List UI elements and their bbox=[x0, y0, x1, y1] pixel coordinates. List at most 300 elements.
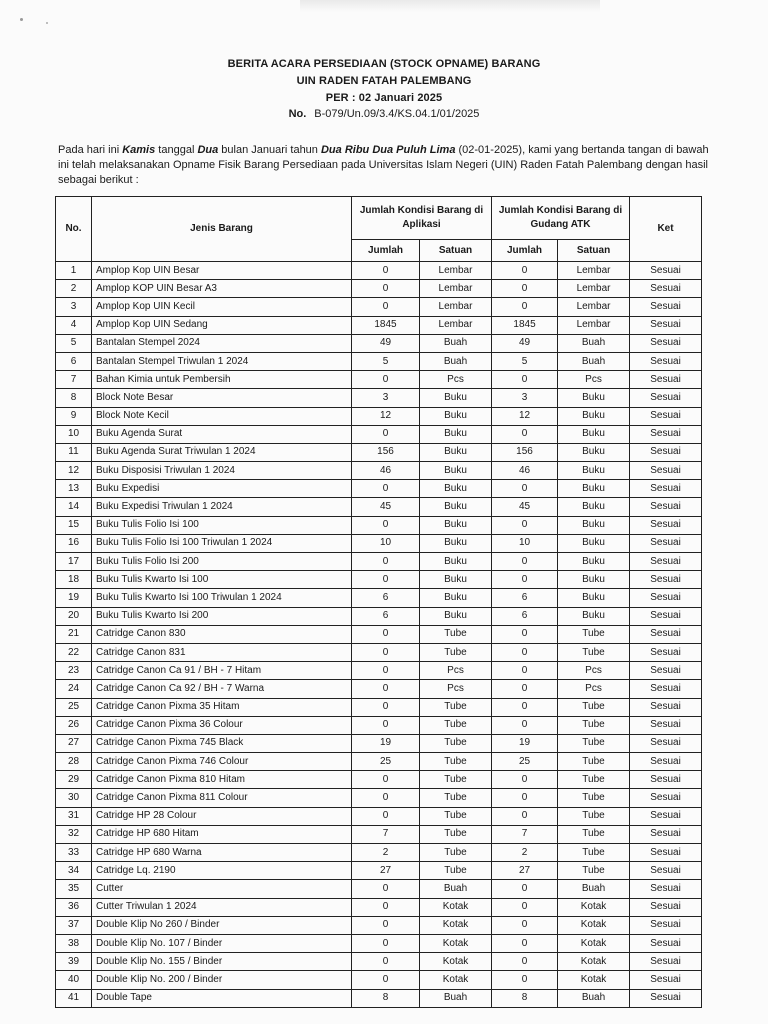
cell-no: 22 bbox=[56, 643, 92, 661]
cell-app-unit: Buku bbox=[420, 462, 492, 480]
cell-warehouse-qty: 6 bbox=[492, 589, 558, 607]
cell-warehouse-qty: 0 bbox=[492, 298, 558, 316]
cell-no: 39 bbox=[56, 953, 92, 971]
table-row bbox=[56, 971, 702, 989]
header-app-group: Jumlah Kondisi Barang di Aplikasi bbox=[352, 197, 492, 240]
cell-no: 35 bbox=[56, 880, 92, 898]
cell-app-qty: 0 bbox=[352, 280, 420, 298]
cell-app-unit: Tube bbox=[420, 625, 492, 643]
intro-paragraph bbox=[58, 143, 718, 188]
intro-day: Kamis bbox=[122, 144, 156, 156]
cell-no: 23 bbox=[56, 662, 92, 680]
table-row bbox=[56, 680, 702, 698]
cell-warehouse-qty: 0 bbox=[492, 680, 558, 698]
cell-app-unit: Tube bbox=[420, 825, 492, 843]
table-row bbox=[56, 880, 702, 898]
cell-app-unit: Kotak bbox=[420, 953, 492, 971]
institution-name: UIN RADEN FATAH PALEMBANG bbox=[296, 75, 472, 87]
cell-warehouse-qty: 3 bbox=[492, 389, 558, 407]
cell-no: 40 bbox=[56, 971, 92, 989]
cell-warehouse-qty: 0 bbox=[492, 480, 558, 498]
cell-no: 4 bbox=[56, 316, 92, 334]
cell-warehouse-qty: 10 bbox=[492, 534, 558, 552]
cell-app-qty: 0 bbox=[352, 262, 420, 280]
table-row bbox=[56, 643, 702, 661]
cell-item: Double Klip No. 155 / Binder bbox=[92, 953, 352, 971]
cell-no: 13 bbox=[56, 480, 92, 498]
table-row bbox=[56, 771, 702, 789]
cell-app-qty: 25 bbox=[352, 753, 420, 771]
cell-app-unit: Lembar bbox=[420, 316, 492, 334]
cell-warehouse-qty: 0 bbox=[492, 880, 558, 898]
cell-no: 24 bbox=[56, 680, 92, 698]
cell-warehouse-qty: 156 bbox=[492, 443, 558, 461]
cell-item: Buku Expedisi Triwulan 1 2024 bbox=[92, 498, 352, 516]
cell-warehouse-unit: Buku bbox=[558, 407, 630, 425]
cell-warehouse-unit: Buku bbox=[558, 498, 630, 516]
table-row bbox=[56, 443, 702, 461]
cell-ket: Sesuai bbox=[630, 352, 702, 370]
table-row bbox=[56, 480, 702, 498]
cell-warehouse-unit: Buku bbox=[558, 462, 630, 480]
scan-speck bbox=[46, 22, 48, 24]
cell-item: Bantalan Stempel Triwulan 1 2024 bbox=[92, 352, 352, 370]
table-row bbox=[56, 371, 702, 389]
cell-warehouse-unit: Tube bbox=[558, 625, 630, 643]
cell-app-qty: 0 bbox=[352, 698, 420, 716]
cell-app-unit: Buku bbox=[420, 516, 492, 534]
table-row bbox=[56, 662, 702, 680]
cell-warehouse-unit: Tube bbox=[558, 753, 630, 771]
cell-warehouse-qty: 0 bbox=[492, 516, 558, 534]
cell-no: 8 bbox=[56, 389, 92, 407]
cell-app-qty: 0 bbox=[352, 916, 420, 934]
cell-app-unit: Lembar bbox=[420, 298, 492, 316]
cell-warehouse-unit: Tube bbox=[558, 825, 630, 843]
table-row bbox=[56, 844, 702, 862]
table-header-row bbox=[56, 197, 702, 240]
cell-warehouse-unit: Buku bbox=[558, 607, 630, 625]
cell-warehouse-qty: 0 bbox=[492, 953, 558, 971]
cell-no: 5 bbox=[56, 334, 92, 352]
table-row bbox=[56, 534, 702, 552]
table-row bbox=[56, 825, 702, 843]
cell-app-qty: 0 bbox=[352, 516, 420, 534]
stock-table bbox=[55, 196, 702, 1008]
cell-item: Double Tape bbox=[92, 989, 352, 1007]
cell-app-unit: Buku bbox=[420, 407, 492, 425]
cell-ket: Sesuai bbox=[630, 443, 702, 461]
cell-item: Catridge Canon Pixma 35 Hitam bbox=[92, 698, 352, 716]
cell-ket: Sesuai bbox=[630, 934, 702, 952]
cell-ket: Sesuai bbox=[630, 862, 702, 880]
cell-item: Buku Tulis Kwarto Isi 200 bbox=[92, 607, 352, 625]
cell-app-unit: Lembar bbox=[420, 280, 492, 298]
cell-app-qty: 0 bbox=[352, 643, 420, 661]
cell-no: 34 bbox=[56, 862, 92, 880]
cell-no: 7 bbox=[56, 371, 92, 389]
cell-no: 2 bbox=[56, 280, 92, 298]
cell-no: 25 bbox=[56, 698, 92, 716]
cell-item: Catridge Canon 830 bbox=[92, 625, 352, 643]
intro-text: tanggal bbox=[155, 144, 198, 156]
cell-app-unit: Buku bbox=[420, 607, 492, 625]
cell-item: Amplop KOP UIN Besar A3 bbox=[92, 280, 352, 298]
cell-warehouse-qty: 0 bbox=[492, 571, 558, 589]
table-row bbox=[56, 607, 702, 625]
cell-app-qty: 0 bbox=[352, 571, 420, 589]
table-row bbox=[56, 553, 702, 571]
cell-app-qty: 2 bbox=[352, 844, 420, 862]
cell-app-qty: 0 bbox=[352, 953, 420, 971]
scan-speck bbox=[20, 18, 23, 21]
table-row bbox=[56, 753, 702, 771]
cell-warehouse-qty: 45 bbox=[492, 498, 558, 516]
cell-ket: Sesuai bbox=[630, 753, 702, 771]
cell-warehouse-unit: Tube bbox=[558, 862, 630, 880]
cell-app-unit: Kotak bbox=[420, 971, 492, 989]
cell-ket: Sesuai bbox=[630, 989, 702, 1007]
cell-ket: Sesuai bbox=[630, 316, 702, 334]
cell-no: 11 bbox=[56, 443, 92, 461]
cell-no: 27 bbox=[56, 734, 92, 752]
intro-text: Pada hari ini bbox=[58, 144, 123, 156]
document-number bbox=[0, 107, 768, 122]
cell-warehouse-qty: 0 bbox=[492, 916, 558, 934]
cell-app-unit: Tube bbox=[420, 734, 492, 752]
cell-item: Double Klip No. 107 / Binder bbox=[92, 934, 352, 952]
cell-app-qty: 0 bbox=[352, 662, 420, 680]
cell-ket: Sesuai bbox=[630, 971, 702, 989]
cell-warehouse-qty: 0 bbox=[492, 698, 558, 716]
cell-warehouse-qty: 0 bbox=[492, 553, 558, 571]
cell-item: Catridge Canon Pixma 746 Colour bbox=[92, 753, 352, 771]
cell-warehouse-unit: Buah bbox=[558, 352, 630, 370]
cell-app-unit: Pcs bbox=[420, 371, 492, 389]
cell-app-qty: 0 bbox=[352, 898, 420, 916]
table-row bbox=[56, 298, 702, 316]
cell-ket: Sesuai bbox=[630, 880, 702, 898]
header-warehouse-qty: Jumlah bbox=[492, 240, 558, 262]
cell-app-qty: 156 bbox=[352, 443, 420, 461]
cell-warehouse-qty: 19 bbox=[492, 734, 558, 752]
cell-item: Catridge Canon Ca 92 / BH - 7 Warna bbox=[92, 680, 352, 698]
cell-warehouse-qty: 6 bbox=[492, 607, 558, 625]
intro-text: bulan Januari tahun bbox=[218, 144, 321, 156]
table-row bbox=[56, 425, 702, 443]
cell-warehouse-qty: 1845 bbox=[492, 316, 558, 334]
cell-app-qty: 0 bbox=[352, 553, 420, 571]
cell-no: 14 bbox=[56, 498, 92, 516]
cell-ket: Sesuai bbox=[630, 371, 702, 389]
cell-no: 1 bbox=[56, 262, 92, 280]
cell-warehouse-unit: Buku bbox=[558, 480, 630, 498]
cell-item: Double Klip No. 200 / Binder bbox=[92, 971, 352, 989]
cell-app-unit: Buah bbox=[420, 880, 492, 898]
cell-no: 41 bbox=[56, 989, 92, 1007]
cell-no: 21 bbox=[56, 625, 92, 643]
cell-app-qty: 5 bbox=[352, 352, 420, 370]
cell-ket: Sesuai bbox=[630, 571, 702, 589]
cell-warehouse-qty: 0 bbox=[492, 934, 558, 952]
intro-text: (02-01-2025), kami yang bertanda tangan di bawah ini telah melaksanakan Opname Fisik Barang Persediaan pada Universitas Islam Negeri (UIN) Raden Fatah Palembang dengan hasil sebagai berikut : bbox=[58, 144, 709, 186]
cell-app-qty: 49 bbox=[352, 334, 420, 352]
table-row bbox=[56, 989, 702, 1007]
cell-app-unit: Tube bbox=[420, 643, 492, 661]
cell-no: 17 bbox=[56, 553, 92, 571]
cell-ket: Sesuai bbox=[630, 262, 702, 280]
cell-item: Block Note Besar bbox=[92, 389, 352, 407]
cell-warehouse-unit: Buku bbox=[558, 589, 630, 607]
cell-app-unit: Tube bbox=[420, 698, 492, 716]
cell-no: 28 bbox=[56, 753, 92, 771]
cell-no: 26 bbox=[56, 716, 92, 734]
table-row bbox=[56, 916, 702, 934]
header-app-qty: Jumlah bbox=[352, 240, 420, 262]
table-row bbox=[56, 716, 702, 734]
cell-item: Catridge Canon Pixma 745 Black bbox=[92, 734, 352, 752]
cell-app-unit: Buku bbox=[420, 389, 492, 407]
table-row bbox=[56, 571, 702, 589]
cell-no: 10 bbox=[56, 425, 92, 443]
cell-warehouse-qty: 27 bbox=[492, 862, 558, 880]
table-row bbox=[56, 934, 702, 952]
cell-app-unit: Tube bbox=[420, 862, 492, 880]
cell-app-unit: Buku bbox=[420, 443, 492, 461]
table-row bbox=[56, 898, 702, 916]
cell-ket: Sesuai bbox=[630, 662, 702, 680]
cell-ket: Sesuai bbox=[630, 462, 702, 480]
cell-item: Catridge Canon 831 bbox=[92, 643, 352, 661]
cell-item: Catridge HP 680 Warna bbox=[92, 844, 352, 862]
cell-item: Catridge Canon Pixma 811 Colour bbox=[92, 789, 352, 807]
cell-no: 3 bbox=[56, 298, 92, 316]
cell-app-unit: Buku bbox=[420, 480, 492, 498]
cell-ket: Sesuai bbox=[630, 680, 702, 698]
cell-app-qty: 45 bbox=[352, 498, 420, 516]
cell-warehouse-unit: Tube bbox=[558, 789, 630, 807]
table-row bbox=[56, 407, 702, 425]
cell-warehouse-qty: 0 bbox=[492, 262, 558, 280]
cell-app-unit: Kotak bbox=[420, 916, 492, 934]
cell-item: Buku Tulis Folio Isi 100 Triwulan 1 2024 bbox=[92, 534, 352, 552]
cell-app-qty: 10 bbox=[352, 534, 420, 552]
header-no: No. bbox=[56, 197, 92, 262]
cell-warehouse-unit: Kotak bbox=[558, 898, 630, 916]
cell-warehouse-unit: Lembar bbox=[558, 262, 630, 280]
cell-app-qty: 0 bbox=[352, 680, 420, 698]
cell-warehouse-qty: 0 bbox=[492, 280, 558, 298]
cell-ket: Sesuai bbox=[630, 716, 702, 734]
cell-warehouse-unit: Tube bbox=[558, 844, 630, 862]
cell-no: 30 bbox=[56, 789, 92, 807]
cell-ket: Sesuai bbox=[630, 334, 702, 352]
cell-no: 31 bbox=[56, 807, 92, 825]
table-row bbox=[56, 462, 702, 480]
cell-warehouse-unit: Buku bbox=[558, 443, 630, 461]
cell-ket: Sesuai bbox=[630, 953, 702, 971]
cell-no: 6 bbox=[56, 352, 92, 370]
cell-warehouse-unit: Lembar bbox=[558, 280, 630, 298]
header-item: Jenis Barang bbox=[92, 197, 352, 262]
cell-ket: Sesuai bbox=[630, 607, 702, 625]
cell-item: Cutter bbox=[92, 880, 352, 898]
document-number-label: No. bbox=[288, 108, 307, 120]
cell-ket: Sesuai bbox=[630, 298, 702, 316]
cell-no: 37 bbox=[56, 916, 92, 934]
cell-no: 29 bbox=[56, 771, 92, 789]
cell-warehouse-qty: 0 bbox=[492, 971, 558, 989]
cell-ket: Sesuai bbox=[630, 771, 702, 789]
cell-item: Bahan Kimia untuk Pembersih bbox=[92, 371, 352, 389]
cell-app-qty: 8 bbox=[352, 989, 420, 1007]
cell-warehouse-unit: Tube bbox=[558, 771, 630, 789]
cell-item: Double Klip No 260 / Binder bbox=[92, 916, 352, 934]
cell-warehouse-qty: 0 bbox=[492, 425, 558, 443]
cell-ket: Sesuai bbox=[630, 425, 702, 443]
cell-app-unit: Buku bbox=[420, 534, 492, 552]
cell-app-qty: 6 bbox=[352, 589, 420, 607]
cell-app-qty: 0 bbox=[352, 716, 420, 734]
cell-app-unit: Tube bbox=[420, 789, 492, 807]
cell-no: 15 bbox=[56, 516, 92, 534]
cell-item: Cutter Triwulan 1 2024 bbox=[92, 898, 352, 916]
cell-app-unit: Tube bbox=[420, 716, 492, 734]
document-number-value: B-079/Un.09/3.4/KS.04.1/01/2025 bbox=[314, 108, 480, 120]
cell-ket: Sesuai bbox=[630, 589, 702, 607]
table-row bbox=[56, 953, 702, 971]
table-row bbox=[56, 516, 702, 534]
cell-app-unit: Kotak bbox=[420, 934, 492, 952]
cell-app-qty: 19 bbox=[352, 734, 420, 752]
cell-app-qty: 0 bbox=[352, 771, 420, 789]
cell-ket: Sesuai bbox=[630, 698, 702, 716]
cell-item: Buku Tulis Folio Isi 100 bbox=[92, 516, 352, 534]
cell-warehouse-unit: Tube bbox=[558, 734, 630, 752]
cell-app-unit: Buah bbox=[420, 352, 492, 370]
cell-app-qty: 7 bbox=[352, 825, 420, 843]
cell-warehouse-qty: 0 bbox=[492, 898, 558, 916]
cell-ket: Sesuai bbox=[630, 643, 702, 661]
cell-app-qty: 0 bbox=[352, 971, 420, 989]
cell-warehouse-qty: 0 bbox=[492, 625, 558, 643]
header-app-unit: Satuan bbox=[420, 240, 492, 262]
cell-ket: Sesuai bbox=[630, 553, 702, 571]
cell-app-unit: Buku bbox=[420, 498, 492, 516]
report-date: PER : 02 Januari 2025 bbox=[325, 92, 443, 104]
cell-warehouse-unit: Buku bbox=[558, 553, 630, 571]
cell-item: Amplop Kop UIN Kecil bbox=[92, 298, 352, 316]
cell-item: Catridge HP 28 Colour bbox=[92, 807, 352, 825]
table-row bbox=[56, 789, 702, 807]
cell-app-unit: Buku bbox=[420, 425, 492, 443]
header-warehouse-group: Jumlah Kondisi Barang di Gudang ATK bbox=[492, 197, 630, 240]
cell-warehouse-unit: Buku bbox=[558, 389, 630, 407]
cell-ket: Sesuai bbox=[630, 389, 702, 407]
cell-ket: Sesuai bbox=[630, 844, 702, 862]
cell-no: 38 bbox=[56, 934, 92, 952]
scan-shadow bbox=[300, 0, 600, 12]
cell-ket: Sesuai bbox=[630, 480, 702, 498]
cell-item: Buku Disposisi Triwulan 1 2024 bbox=[92, 462, 352, 480]
cell-warehouse-unit: Kotak bbox=[558, 953, 630, 971]
cell-item: Amplop Kop UIN Sedang bbox=[92, 316, 352, 334]
cell-app-unit: Buah bbox=[420, 334, 492, 352]
cell-warehouse-unit: Pcs bbox=[558, 680, 630, 698]
cell-app-qty: 0 bbox=[352, 625, 420, 643]
cell-warehouse-qty: 0 bbox=[492, 789, 558, 807]
cell-warehouse-unit: Buku bbox=[558, 571, 630, 589]
cell-app-qty: 0 bbox=[352, 934, 420, 952]
cell-ket: Sesuai bbox=[630, 498, 702, 516]
table-row bbox=[56, 625, 702, 643]
document-header bbox=[0, 56, 768, 122]
cell-item: Catridge Canon Ca 91 / BH - 7 Hitam bbox=[92, 662, 352, 680]
cell-ket: Sesuai bbox=[630, 789, 702, 807]
cell-ket: Sesuai bbox=[630, 916, 702, 934]
cell-warehouse-unit: Buku bbox=[558, 516, 630, 534]
cell-warehouse-qty: 46 bbox=[492, 462, 558, 480]
cell-app-unit: Tube bbox=[420, 771, 492, 789]
cell-item: Block Note Kecil bbox=[92, 407, 352, 425]
cell-warehouse-qty: 0 bbox=[492, 807, 558, 825]
cell-warehouse-qty: 0 bbox=[492, 662, 558, 680]
intro-date-word: Dua bbox=[197, 144, 219, 156]
cell-ket: Sesuai bbox=[630, 534, 702, 552]
cell-app-unit: Buku bbox=[420, 571, 492, 589]
cell-no: 9 bbox=[56, 407, 92, 425]
cell-app-unit: Tube bbox=[420, 844, 492, 862]
cell-warehouse-unit: Buah bbox=[558, 334, 630, 352]
cell-no: 12 bbox=[56, 462, 92, 480]
table-row bbox=[56, 262, 702, 280]
cell-ket: Sesuai bbox=[630, 734, 702, 752]
cell-app-unit: Buku bbox=[420, 553, 492, 571]
cell-warehouse-unit: Buku bbox=[558, 534, 630, 552]
cell-item: Buku Agenda Surat bbox=[92, 425, 352, 443]
cell-no: 19 bbox=[56, 589, 92, 607]
cell-no: 32 bbox=[56, 825, 92, 843]
cell-app-qty: 0 bbox=[352, 480, 420, 498]
cell-warehouse-unit: Buah bbox=[558, 989, 630, 1007]
cell-item: Buku Tulis Kwarto Isi 100 Triwulan 1 2024 bbox=[92, 589, 352, 607]
intro-year-word: Dua Ribu Dua Puluh Lima bbox=[320, 144, 456, 156]
cell-app-unit: Pcs bbox=[420, 680, 492, 698]
document-title: BERITA ACARA PERSEDIAAN (STOCK OPNAME) BARANG bbox=[227, 58, 541, 70]
table-row bbox=[56, 389, 702, 407]
cell-ket: Sesuai bbox=[630, 516, 702, 534]
table-row bbox=[56, 280, 702, 298]
cell-app-qty: 3 bbox=[352, 389, 420, 407]
cell-ket: Sesuai bbox=[630, 898, 702, 916]
cell-app-qty: 12 bbox=[352, 407, 420, 425]
cell-no: 36 bbox=[56, 898, 92, 916]
cell-app-unit: Buah bbox=[420, 989, 492, 1007]
cell-warehouse-unit: Tube bbox=[558, 716, 630, 734]
cell-ket: Sesuai bbox=[630, 825, 702, 843]
cell-app-unit: Lembar bbox=[420, 262, 492, 280]
cell-warehouse-qty: 49 bbox=[492, 334, 558, 352]
cell-app-qty: 27 bbox=[352, 862, 420, 880]
cell-item: Buku Expedisi bbox=[92, 480, 352, 498]
cell-no: 18 bbox=[56, 571, 92, 589]
cell-warehouse-qty: 0 bbox=[492, 716, 558, 734]
cell-item: Catridge HP 680 Hitam bbox=[92, 825, 352, 843]
cell-warehouse-unit: Kotak bbox=[558, 971, 630, 989]
cell-warehouse-unit: Pcs bbox=[558, 662, 630, 680]
cell-item: Catridge Canon Pixma 36 Colour bbox=[92, 716, 352, 734]
cell-app-qty: 6 bbox=[352, 607, 420, 625]
